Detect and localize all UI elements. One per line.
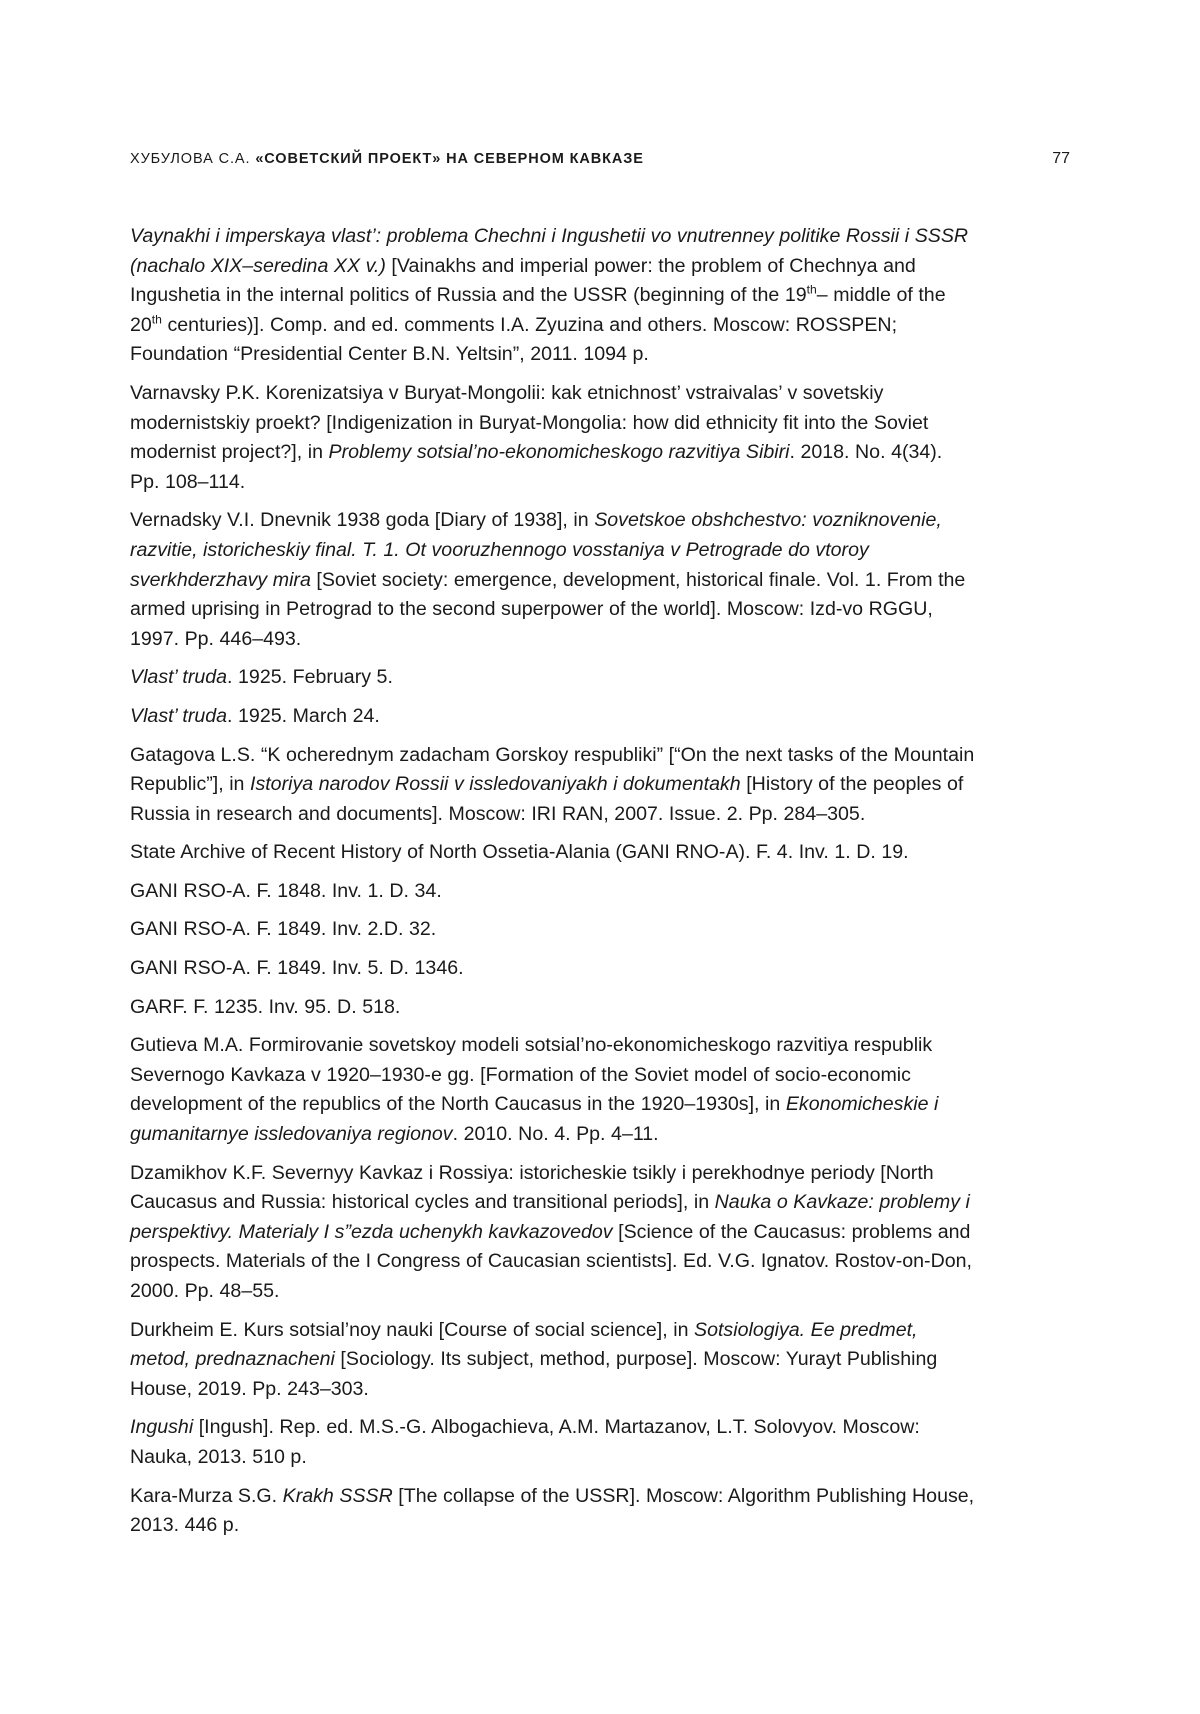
reference-entry: Vaynakhi i imperskaya vlast’: problema Chechni i Ingushetii vo vnutrenney politike Rossii i SSSR (nachalo XIX–seredina XX v.) [Vainakhs and imperial power: the problem of Chechnya and Ingushetia in the internal politics of Russia and the USSR (beginning of the 19th– middle of the 20th centuries)]. Comp. and ed. comments I.A. Zyuzina and others. Moscow: ROSSPEN; Foundation “Presidential Center B.N. Yeltsin”, 2011. 1094 p. — [130, 225, 969, 366]
reference-entry: Kara-Murza S.G. Krakh SSSR [The collapse of the USSR]. Moscow: Algorithm Publishing House, 2013. 446 p. — [130, 1484, 975, 1537]
reference-entry: Vlast’ truda. 1925. March 24. — [130, 704, 380, 727]
reference-entry: Varnavsky P.K. Korenizatsiya v Buryat-Mongolii: kak etnichnost’ vstraivalas’ v sovetskiy modernistskiy proekt? [Indigenization in Buryat-Mongolia: how did ethnicity fit into the Soviet modernist project?], in Problemy sotsial’no-ekonomicheskogo razvitiya Sibiri. 2018. No. 4(34). Pp. 108–114. — [130, 381, 943, 493]
page-number: 77 — [1052, 150, 1070, 167]
reference-entry: GANI RSO-A. F. 1849. Inv. 5. D. 1346. — [130, 957, 464, 980]
running-head — [130, 150, 1070, 168]
reference-list — [130, 222, 975, 1550]
reference-entry: GANI RSO-A. F. 1849. Inv. 2.D. 32. — [130, 918, 437, 941]
reference-entry: State Archive of Recent History of North Ossetia-Alania (GANI RNO-A). F. 4. Inv. 1. D. 19. — [130, 841, 909, 864]
reference-entry: Vlast’ truda. 1925. February 5. — [130, 666, 393, 689]
reference-entry: Dzamikhov K.F. Severnyy Kavkaz i Rossiya: istoricheskie tsikly i perekhodnye periody [North Caucasus and Russia: historical cycles and transitional periods], in Nauka o Kavkaze: problemy i perspektivy. Materialy I s”ezda uchenykh kavkazovedov [Science of the Caucasus: problems and prospects. Materials of the I Congress of Caucasian scientists]. Ed. V.G. Ignatov. Rostov-on-Don, 2000. Pp. 48–55. — [130, 1161, 972, 1302]
reference-entry: Vernadsky V.I. Dnevnik 1938 goda [Diary of 1938], in Sovetskoe obshchestvo: vozniknovenie, razvitie, istoricheskiy final. T. 1. Ot vooruzhennogo vosstaniya v Petrograde do vtoroy sverkhderzhavy mira [Soviet society: emergence, development, historical finale. Vol. 1. From the armed uprising in Petrograd to the second superpower of the world]. Moscow: Izd-vo RGGU, 1997. Pp. 446–493. — [130, 509, 966, 650]
running-head-title: «СОВЕТСКИЙ ПРОЕКТ» НА СЕВЕРНОМ КАВКАЗЕ — [255, 151, 644, 167]
reference-entry: Ingushi [Ingush]. Rep. ed. M.S.-G. Albogachieva, A.M. Martazanov, L.T. Solovyov. Moscow: Nauka, 2013. 510 p. — [130, 1416, 920, 1468]
reference-entry: Durkheim E. Kurs sotsial’noy nauki [Course of social science], in Sotsiologiya. Ee predmet, metod, prednaznacheni [Sociology. Its subject, method, purpose]. Moscow: Yurayt Publishing House, 2019. Pp. 243–303. — [130, 1318, 938, 1400]
running-head-author: ХУБУЛОВА С.А. — [130, 151, 251, 167]
reference-entry: Gutieva M.A. Formirovanie sovetskoy modeli sotsial’no-ekonomicheskogo razvitiya respublik Severnogo Kavkaza v 1920–1930-e gg. [Formation of the Soviet model of socio-economic development of the republics of the North Caucasus in the 1920–1930s], in Ekonomicheskie i gumanitarnye issledovaniya regionov. 2010. No. 4. Pp. 4–11. — [130, 1034, 939, 1146]
running-head-text — [130, 151, 644, 167]
reference-entry: GANI RSO-A. F. 1848. Inv. 1. D. 34. — [130, 879, 442, 902]
reference-entry: Gatagova L.S. “K ocherednym zadacham Gorskoy respubliki” [“On the next tasks of the Mountain Republic”], in Istoriya narodov Rossii v issledovaniyakh i dokumentakh [History of the peoples of Russia in research and documents]. Moscow: IRI RAN, 2007. Issue. 2. Pp. 284–305. — [130, 743, 975, 825]
reference-entry: GARF. F. 1235. Inv. 95. D. 518. — [130, 995, 401, 1018]
